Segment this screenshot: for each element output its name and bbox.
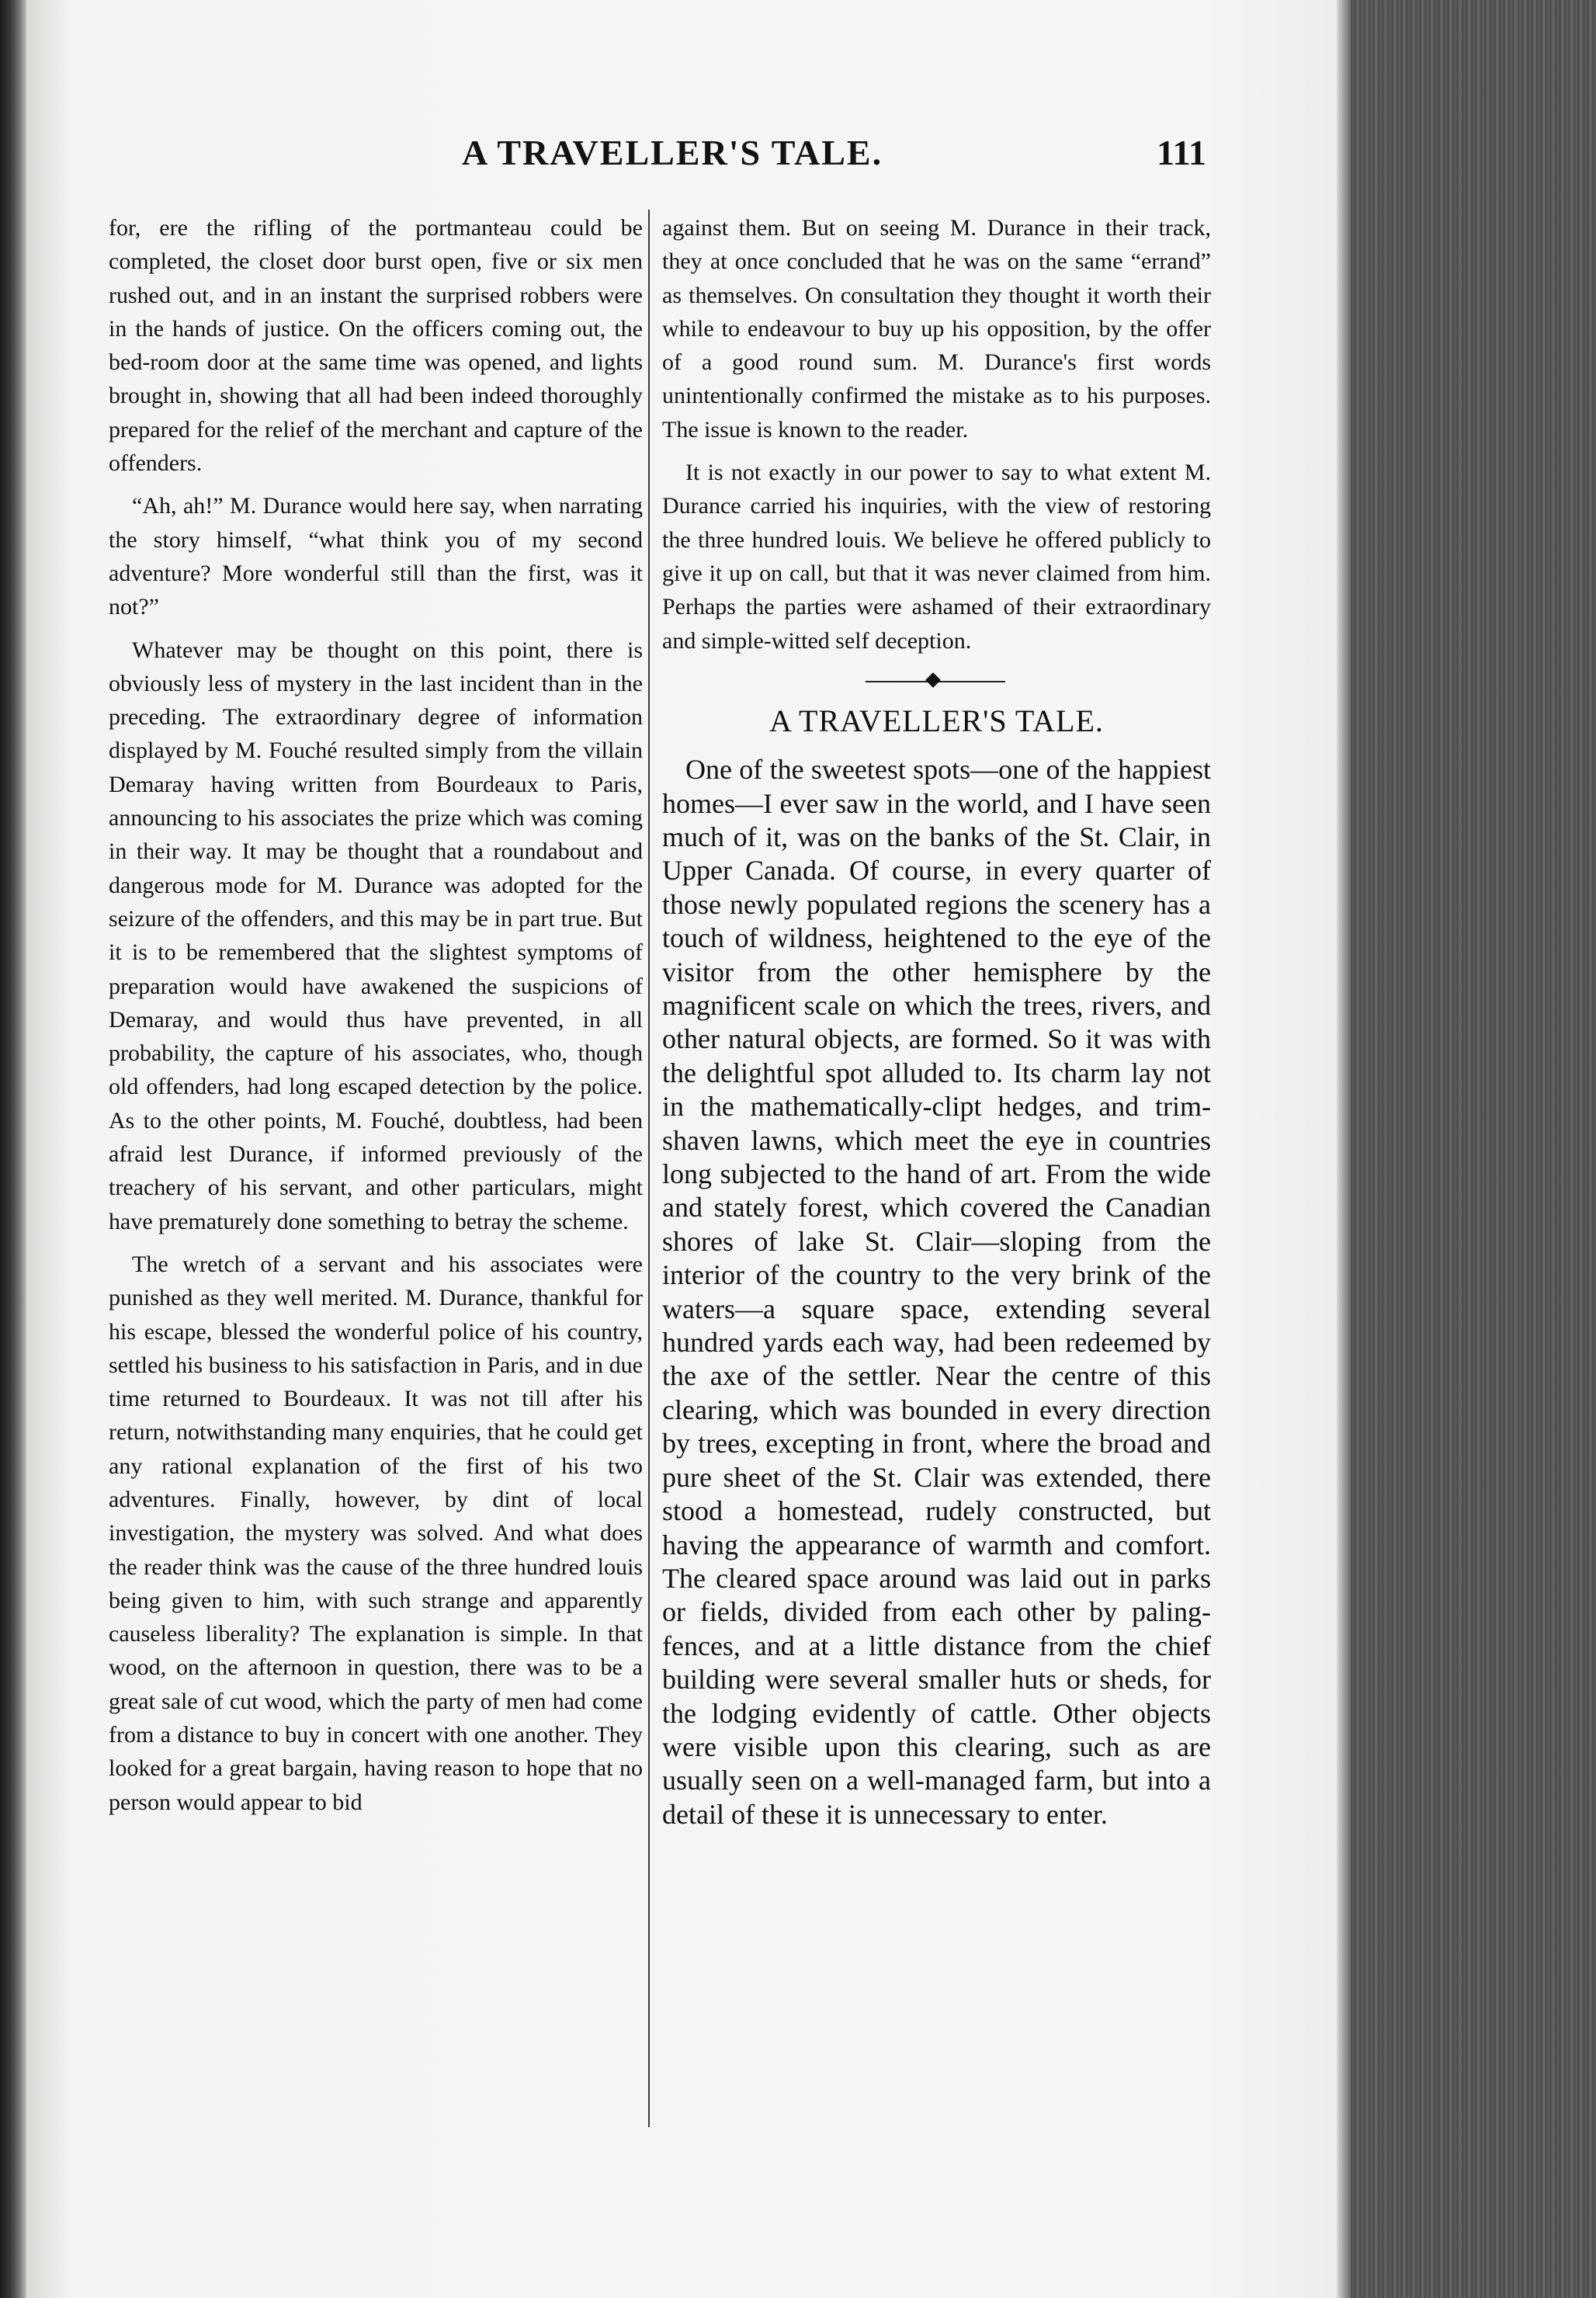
paragraph: The wretch of a servant and his associates were punished as they well merited. M. Durance, thankful for his escape, blessed the wonderful police of his country, settled his business to his satisfaction in Paris, and in due time returned to Bourdeaux. It was not till after his return, notwithstanding many enquiries, that he could get any rational explanation of the first of his two adventures. Finally, however, by dint of local investigation, the mystery was solved. And what does the reader think was the cause of the three hundred louis being given to him, with such strange and apparently causeless liberality? The explanation is simple. In that wood, on the afternoon in question, there was to be a great sale of cut wood, which the party of men had come from a distance to buy in concert with one another. They looked for a great bargain, having reason to hope that no person would appear to bid [109,1251,643,1815]
running-title: A TRAVELLER'S TALE. [462,133,883,172]
book-gutter [0,0,26,2298]
diamond-ornament-icon [925,672,941,688]
paragraph: It is not exactly in our power to say to what extent M. Durance carried his inquiries, with the view of restoring the three hundred louis. We believe he offered publicly to give it up on call, but that it was never claimed from him. Perhaps the parties were ashamed of their extraordinary and simple-witted self deception. [662,460,1211,654]
paragraph: “Ah, ah!” M. Durance would here say, when narrating the story himself, “what think you of my second adventure? More wonderful still than the first, was it not?” [109,493,643,620]
paragraph: One of the sweetest spots—one of the happiest homes—I ever saw in the world, and I have seen much of it, was on the banks of the St. Clair, in Upper Canada. Of course, in every quarter of those newly populated regions the scenery has a touch of wildness, heightened to the eye of the visitor from the other hemisphere by the magnificent scale on which the trees, rivers, and other natural objects, are formed. So it was with the delightful spot alluded to. Its charm lay not in the mathematically-clipt hedges, and trim-shaven lawns, which meet the eye in countries long subjected to the hand of art. From the wide and stately forest, which covered the Canadian shores of lake St. Clair—sloping from the interior of the country to the very brink of the waters—a square space, extending several hundred yards each way, had been redeemed by the axe of the settler. Near the centre of this clearing, which was bounded in every direction by trees, excepting in front, where the broad and pure sheet of the St. Clair was extended, there stood a homestead, rudely constructed, but having the appearance of warmth and comfort. The cleared space around was laid out in parks or fields, divided from each other by paling-fences, and at a little distance from the chief building were several smaller huts or sheds, for the lodging evidently of cattle. Other objects were visible upon this clearing, such as are usually seen on a well-managed farm, but into a detail of these it is unnecessary to enter. [662,754,1211,1830]
paragraph: against them. But on seeing M. Durance in their track, they at once concluded that he was on the same “errand” as themselves. On consultation they thought it worth their while to endeavour to buy up his opposition, by the offer of a good round sum. M. Durance's first words unintentionally confirmed the mistake as to his purposes. The issue is known to the reader. [662,215,1211,443]
paragraph: Whatever may be thought on this point, there is obviously less of mystery in the last incident than in the preceding. The extraordinary degree of information displayed by M. Fouché resulted simply from the villain Demaray having written from Bourdeaux to Paris, announcing to his associates the prize which was coming in their way. It may be thought that a roundabout and dangerous mode for M. Durance was adopted for the seizure of the offenders, and this may be in part true. But it is to be remembered that the slightest symptoms of preparation would have awakened the suspicions of Demaray, and would thus have prevented, in all probability, the capture of his associates, who, though old offenders, had long escaped detection by the police. As to the other points, M. Fouché, doubtless, had been afraid lest Durance, if informed previously of the treachery of his servant, and other particulars, might have prematurely done something to betray the scheme. [109,637,643,1234]
column-divider [648,210,650,2127]
page-stack-edge [1337,0,1596,2298]
page-number: 111 [1157,133,1206,172]
paragraph: for, ere the rifling of the portmanteau could be completed, the closet door burst open, five or six men rushed out, and in an instant the surprised robbers were in the hands of justice. On the officers coming out, the bed-room door at the same time was opened, and lights brought in, showing that all had been indeed thoroughly prepared for the relief of the merchant and capture of the offenders. [109,215,643,477]
left-column [109,211,643,1819]
article-heading: A TRAVELLER'S TALE. [769,703,1104,738]
page-header [101,132,1226,186]
section-separator [662,668,1211,696]
right-column [662,211,1211,1831]
